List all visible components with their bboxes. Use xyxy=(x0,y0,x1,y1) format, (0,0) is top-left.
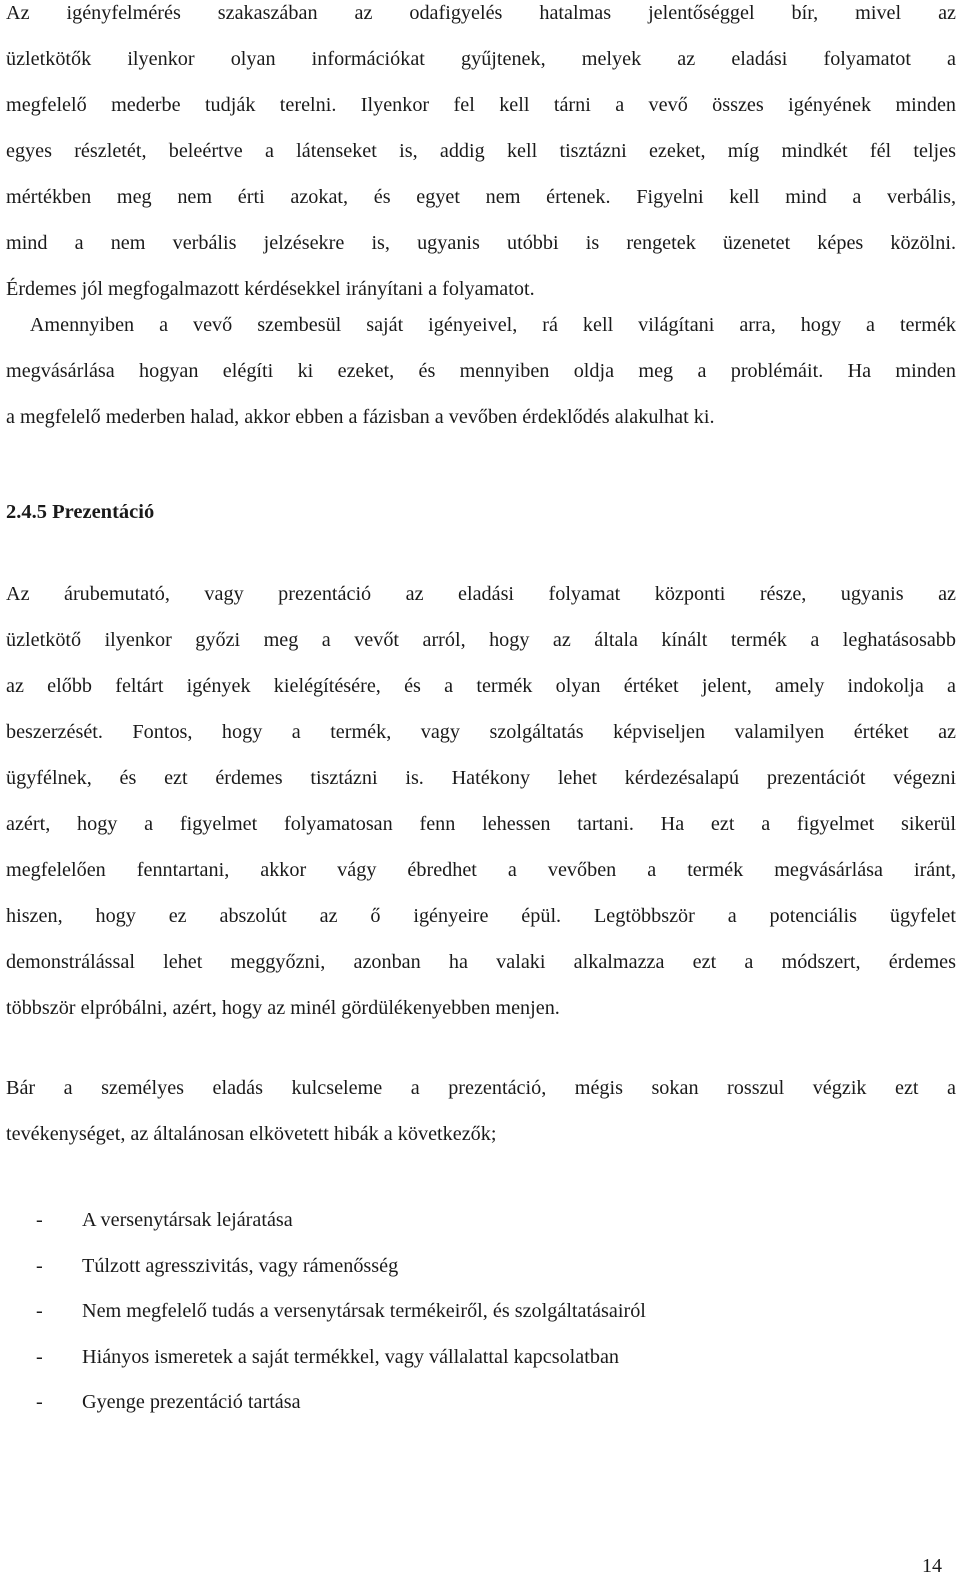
dash-bullet: - xyxy=(36,1254,43,1277)
dash-bullet: - xyxy=(36,1391,43,1413)
text-line: demonstrálással lehet meggyőzni, azonban ha valaki alkalmazza ezt a módszert, érdemes xyxy=(6,951,956,973)
text-line: Bár a személyes eladás kulcseleme a prezentáció, mégis sokan rosszul végzik ezt a xyxy=(6,1077,956,1099)
text-line: megfelelő mederbe tudják terelni. Ilyenkor fel kell tárni a vevő összes igényének minden xyxy=(6,94,956,116)
list-item xyxy=(6,1335,956,1381)
text-line: üzletkötők ilyenkor olyan információkat gyűjtenek, melyek az eladási folyamatot a xyxy=(6,48,956,70)
text-line: Amennyiben a vevő szembesül saját igényeivel, rá kell világítani arra, hogy a termék xyxy=(6,314,956,336)
text-line: megfelelően fenntartani, akkor vágy ébredhet a vevőben a termék megvásárlása iránt, xyxy=(6,859,956,881)
text-line: megvásárlása hogyan elégíti ki ezeket, és mennyiben oldja meg a problémáit. Ha minden xyxy=(6,360,956,382)
list-item xyxy=(6,1380,956,1426)
paragraph-presentation xyxy=(6,571,956,1031)
paragraph-needs-assessment xyxy=(6,0,956,312)
text-line: hiszen, hogy ez abszolút az ő igényeire épül. Legtöbbször a potenciális ügyfelet xyxy=(6,905,956,927)
dash-bullet: - xyxy=(36,1345,43,1368)
paragraph-common-mistakes xyxy=(6,1065,956,1157)
text-line: ügyfélnek, és ezt érdemes tisztázni is. Hatékony lehet kérdezésalapú prezentációt végezni xyxy=(6,767,956,789)
list-item xyxy=(6,1289,956,1335)
list-item-text: Túlzott agresszivitás, vagy rámenősség xyxy=(82,1254,399,1277)
section-heading: 2.4.5 Prezentáció xyxy=(6,501,155,523)
text-line: azért, hogy a figyelmet folyamatosan fenn lehessen tartani. Ha ezt a figyelmet sikerül xyxy=(6,813,956,835)
text-line: mértékben meg nem érti azokat, és egyet nem értenek. Figyelni kell mind a verbális, xyxy=(6,186,956,208)
list-item xyxy=(6,1198,956,1244)
list-item-text: Nem megfelelő tudás a versenytársak termékeiről, és szolgáltatásairól xyxy=(82,1300,646,1322)
dash-bullet: - xyxy=(36,1300,43,1322)
paragraph-customer-needs xyxy=(6,302,956,440)
text-line: mind a nem verbális jelzésekre is, ugyanis utóbbi is rengetek üzenetet képes közölni. xyxy=(6,232,956,254)
text-line: Az árubemutató, vagy prezentáció az eladási folyamat központi része, ugyanis az xyxy=(6,583,956,605)
page-number: 14 xyxy=(922,1555,942,1577)
list-item-text: Gyenge prezentáció tartása xyxy=(82,1391,301,1413)
dash-bullet: - xyxy=(36,1209,43,1231)
list-item xyxy=(6,1244,956,1290)
list-item-text: Hiányos ismeretek a saját termékkel, vagy vállalattal kapcsolatban xyxy=(82,1345,620,1368)
text-line: Érdemes jól megfogalmazott kérdésekkel irányítani a folyamatot. xyxy=(6,278,535,300)
text-line: többször elpróbálni, azért, hogy az minél gördülékenyebben menjen. xyxy=(6,997,560,1019)
text-line: tevékenységet, az általánosan elkövetett hibák a következők; xyxy=(6,1123,497,1145)
mistakes-list xyxy=(6,1198,956,1426)
text-line: a megfelelő mederben halad, akkor ebben a fázisban a vevőben érdeklődés alakulhat ki. xyxy=(6,406,715,428)
text-line: az előbb feltárt igények kielégítésére, és a termék olyan értéket jelent, amely indokolja a xyxy=(6,675,956,697)
text-line: üzletkötő ilyenkor győzi meg a vevőt arról, hogy az általa kínált termék a leghatásosabb xyxy=(6,629,956,651)
list-item-text: A versenytársak lejáratása xyxy=(82,1209,293,1231)
text-line: beszerzését. Fontos, hogy a termék, vagy szolgáltatás képviseljen valamilyen értéket az xyxy=(6,721,956,743)
text-line: egyes részletét, beleértve a látenseket is, addig kell tisztázni ezeket, míg mindkét fél teljes xyxy=(6,140,956,162)
text-line: Az igényfelmérés szakaszában az odafigyelés hatalmas jelentőséggel bír, mivel az xyxy=(6,2,956,24)
